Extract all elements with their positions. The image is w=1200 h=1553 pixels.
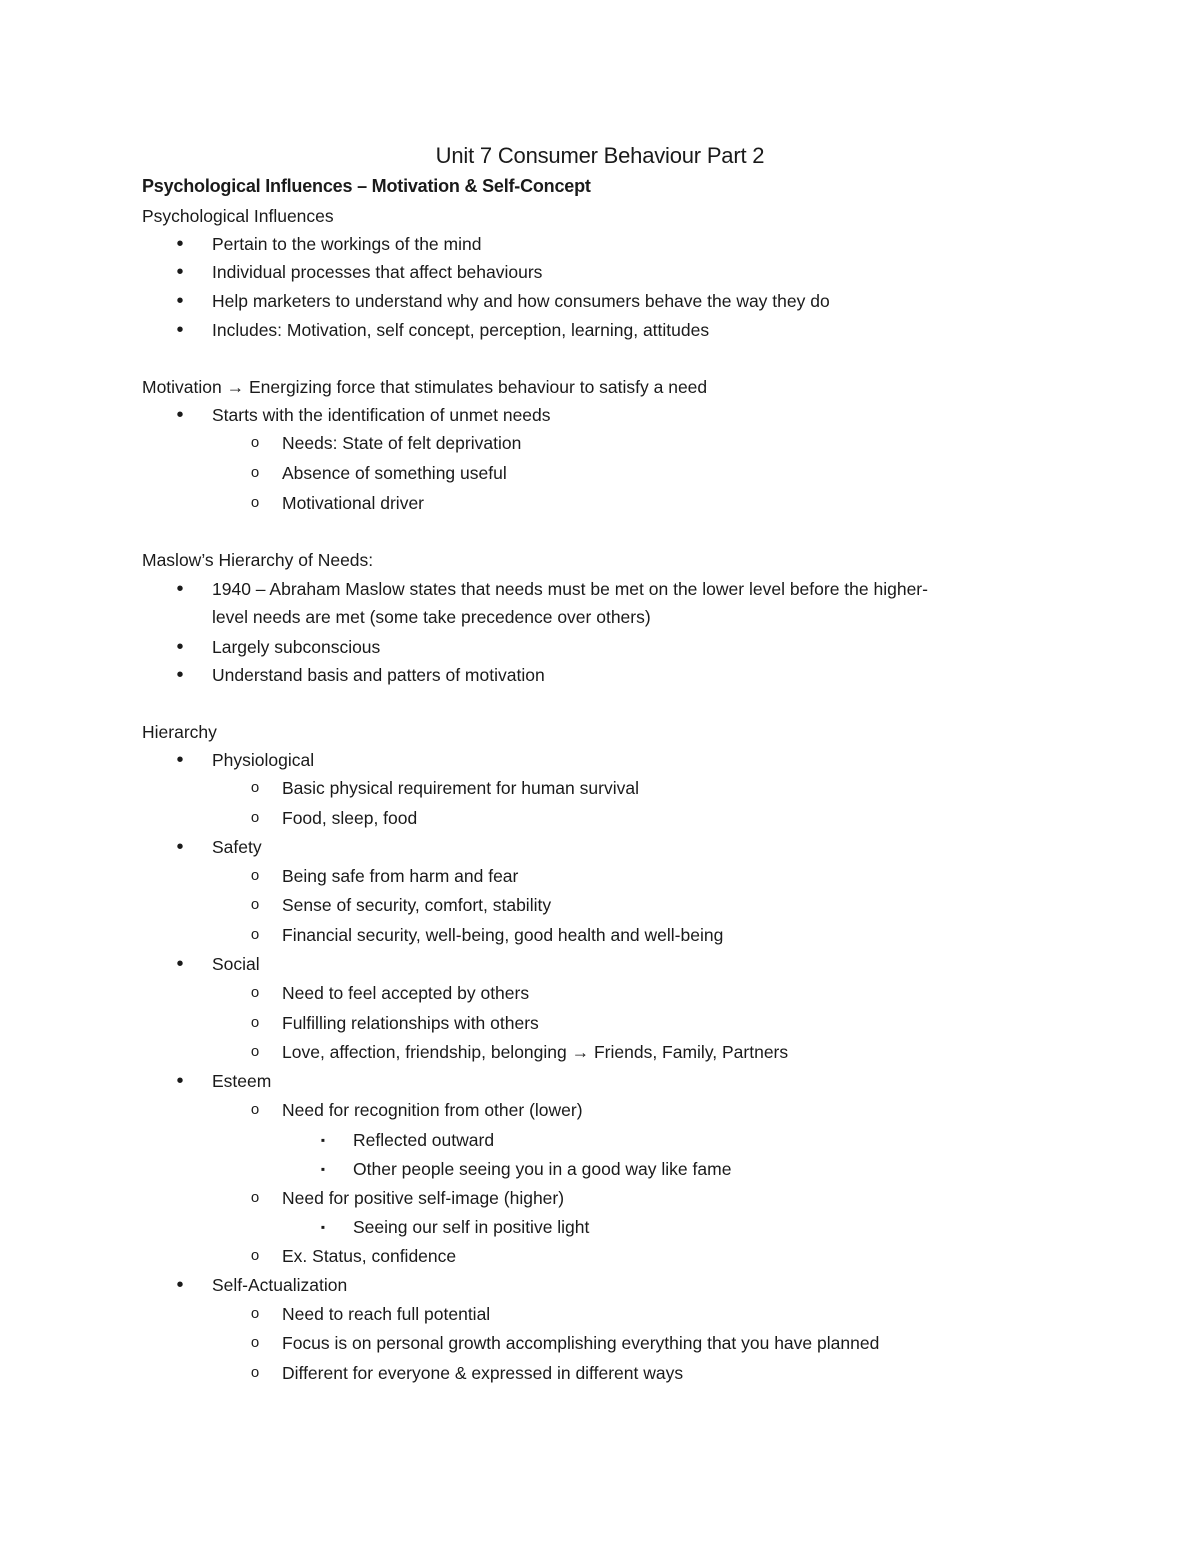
section-label: Motivation → Energizing force that stimulates behaviour to satisfy a need bbox=[142, 377, 708, 397]
section-heading: Psychological Influences – Motivation & Self-Concept bbox=[142, 176, 591, 196]
list-item: Needs: State of felt deprivation bbox=[282, 433, 522, 453]
section-label: Hierarchy bbox=[142, 722, 217, 742]
bullet-marker: • bbox=[176, 953, 184, 975]
list-item: Individual processes that affect behaviours bbox=[212, 262, 543, 282]
bullet-marker: • bbox=[176, 1274, 184, 1296]
list-item: Need for positive self-image (higher) bbox=[282, 1188, 565, 1208]
list-item: Seeing our self in positive light bbox=[353, 1217, 590, 1237]
bullet-marker: • bbox=[176, 578, 184, 600]
list-item: Understand basis and patters of motivation bbox=[212, 665, 545, 685]
bullet-marker: o bbox=[250, 1014, 260, 1031]
list-item: Focus is on personal growth accomplishing everything that you have planned bbox=[282, 1333, 880, 1353]
section-label: Maslow’s Hierarchy of Needs: bbox=[142, 550, 374, 570]
bullet-marker: o bbox=[250, 434, 260, 451]
bullet-marker: • bbox=[176, 664, 184, 686]
bullet-marker: o bbox=[250, 1364, 260, 1381]
list-item: 1940 – Abraham Maslow states that needs must be met on the lower level before the higher- bbox=[212, 579, 928, 599]
list-item: level needs are met (some take precedence over others) bbox=[212, 607, 651, 627]
list-item: Need for recognition from other (lower) bbox=[282, 1100, 583, 1120]
bullet-marker: • bbox=[176, 404, 184, 426]
list-item: Safety bbox=[212, 837, 262, 857]
bullet-marker: ▪ bbox=[320, 1162, 326, 1176]
list-item: Different for everyone & expressed in different ways bbox=[282, 1363, 684, 1383]
list-item: Pertain to the workings of the mind bbox=[212, 234, 482, 254]
bullet-marker: ▪ bbox=[320, 1133, 326, 1147]
bullet-marker: o bbox=[250, 896, 260, 913]
list-item: Need to feel accepted by others bbox=[282, 983, 530, 1003]
bullet-marker: ▪ bbox=[320, 1220, 326, 1234]
bullet-marker: o bbox=[250, 1043, 260, 1060]
list-item: Help marketers to understand why and how consumers behave the way they do bbox=[212, 291, 830, 311]
bullet-marker: o bbox=[250, 1101, 260, 1118]
bullet-marker: • bbox=[176, 290, 184, 312]
list-item: Sense of security, comfort, stability bbox=[282, 895, 552, 915]
list-item: Other people seeing you in a good way like fame bbox=[353, 1159, 732, 1179]
list-item: Absence of something useful bbox=[282, 463, 507, 483]
section-label: Psychological Influences bbox=[142, 206, 334, 226]
bullet-marker: o bbox=[250, 494, 260, 511]
bullet-marker: • bbox=[176, 1070, 184, 1092]
list-item: Esteem bbox=[212, 1071, 272, 1091]
list-item: Social bbox=[212, 954, 260, 974]
bullet-marker: o bbox=[250, 926, 260, 943]
list-item: Basic physical requirement for human survival bbox=[282, 778, 639, 798]
bullet-marker: o bbox=[250, 867, 260, 884]
bullet-marker: o bbox=[250, 1334, 260, 1351]
list-item: Physiological bbox=[212, 750, 315, 770]
bullet-marker: • bbox=[176, 319, 184, 341]
list-item: Includes: Motivation, self concept, perception, learning, attitudes bbox=[212, 320, 710, 340]
list-item: Self-Actualization bbox=[212, 1275, 348, 1295]
bullet-marker: o bbox=[250, 1189, 260, 1206]
bullet-marker: o bbox=[250, 779, 260, 796]
list-item: Ex. Status, confidence bbox=[282, 1246, 457, 1266]
bullet-marker: o bbox=[250, 464, 260, 481]
list-item: Being safe from harm and fear bbox=[282, 866, 519, 886]
list-item: Financial security, well-being, good health and well-being bbox=[282, 925, 724, 945]
list-item: Largely subconscious bbox=[212, 637, 381, 657]
bullet-marker: • bbox=[176, 233, 184, 255]
bullet-marker: • bbox=[176, 836, 184, 858]
list-item: Motivational driver bbox=[282, 493, 424, 513]
page-title: Unit 7 Consumer Behaviour Part 2 bbox=[435, 143, 765, 168]
list-item: Starts with the identification of unmet needs bbox=[212, 405, 551, 425]
bullet-marker: o bbox=[250, 809, 260, 826]
list-item: Food, sleep, food bbox=[282, 808, 418, 828]
bullet-marker: o bbox=[250, 1305, 260, 1322]
bullet-marker: • bbox=[176, 261, 184, 283]
bullet-marker: o bbox=[250, 1247, 260, 1264]
bullet-marker: • bbox=[176, 749, 184, 771]
list-item: Need to reach full potential bbox=[282, 1304, 491, 1324]
bullet-marker: • bbox=[176, 636, 184, 658]
list-item: Love, affection, friendship, belonging → Friends, Family, Partners bbox=[282, 1042, 789, 1062]
list-item: Fulfilling relationships with others bbox=[282, 1013, 539, 1033]
list-item: Reflected outward bbox=[353, 1130, 495, 1150]
bullet-marker: o bbox=[250, 984, 260, 1001]
